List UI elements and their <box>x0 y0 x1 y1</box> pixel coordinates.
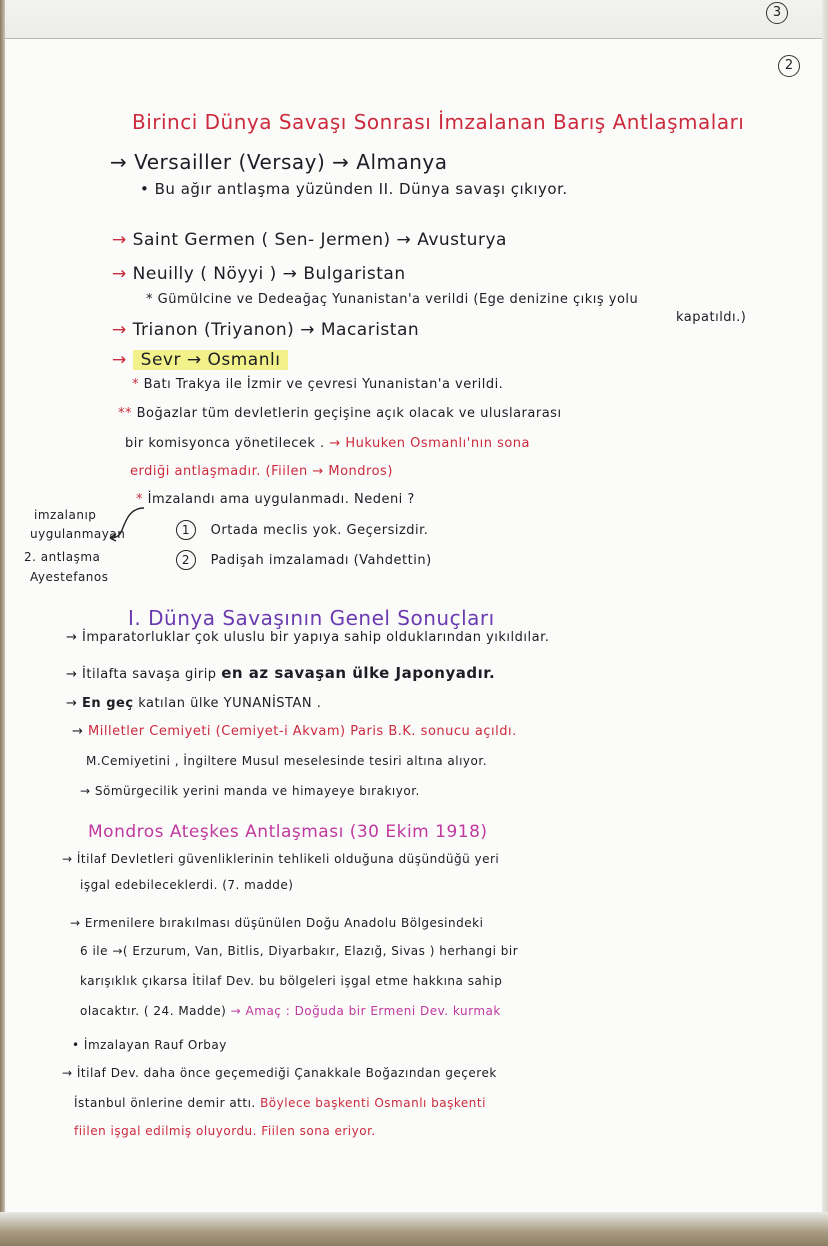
bullet-icon: • <box>140 180 150 198</box>
line-sevr-note4: erdiği antlaşmadır. (Fiilen → Mondros) <box>130 464 393 479</box>
table-surface <box>0 1212 828 1246</box>
notebook-right-edge <box>822 0 828 1246</box>
arrow-icon: → <box>112 264 127 284</box>
star-bullet-icon: * <box>146 292 153 307</box>
arrow-icon: → <box>70 916 81 930</box>
line-empires: → İmparatorluklar çok uluslu bir yapıya sahip olduklarından yıkıldılar. <box>66 630 550 645</box>
margin-note-1: imzalanıp <box>34 508 97 522</box>
line-mondros-10: fiilen işgal edilmiş oluyordu. Fiilen sona eriyor. <box>74 1124 376 1138</box>
notebook-left-edge <box>0 0 5 1246</box>
margin-note-4: Ayestefanos <box>30 570 109 584</box>
number-circle: 1 <box>176 520 196 540</box>
curved-arrow-icon <box>108 506 148 542</box>
line-mondros-8: → İtilaf Dev. daha önce geçemediği Çanakkale Boğazından geçerek <box>62 1066 497 1080</box>
previous-page-strip <box>0 0 828 39</box>
line-greece: → En geç katılan ülke YUNANİSTAN . <box>66 696 322 711</box>
line-neuilly-note-cont: kapatıldı.) <box>676 310 747 325</box>
page-number-previous: 3 <box>766 2 788 24</box>
line-neuilly-note: * Gümülcine ve Dedeağaç Yunanistan'a verildi (Ege denizine çıkış yolu <box>146 292 639 307</box>
arrow-icon: → <box>66 630 78 645</box>
line-trianon: → Trianon (Triyanon) → Macaristan <box>112 320 420 340</box>
line-sevr-note3: bir komisyonca yönetilecek . → Hukuken Osmanlı'nın sona <box>125 436 530 451</box>
arrow-icon: → <box>62 852 73 866</box>
line-league-note: M.Cemiyetini , İngiltere Musul meselesinde tesiri altına alıyor. <box>86 754 488 768</box>
line-mondros-5: karışıklık çıkarsa İtilaf Dev. bu bölgeleri işgal etme hakkına sahip <box>80 974 503 988</box>
line-mondros-4: 6 ile →( Erzurum, Van, Bitlis, Diyarbakır, Elazığ, Sivas ) herhangi bir <box>80 944 519 958</box>
number-circle: 2 <box>176 550 196 570</box>
arrow-icon: → <box>112 230 127 250</box>
line-sevr-note1: * Batı Trakya ile İzmir ve çevresi Yunanistan'a verildi. <box>132 377 504 392</box>
line-sevr-note2: ** Boğazlar tüm devletlerin geçişine açık olacak ve uluslararası <box>118 406 562 421</box>
arrow-icon: → <box>112 320 127 340</box>
line-colonialism: → Sömürgecilik yerini manda ve himayeye bırakıyor. <box>80 784 420 798</box>
line-japan: → İtilafta savaşa girip en az savaşan ülke Japonyadır. <box>66 664 496 682</box>
margin-note-2: uygulanmayan <box>30 527 126 541</box>
line-mondros-6: olacaktır. ( 24. Madde) → Amaç : Doğuda bir Ermeni Dev. kurmak <box>80 1004 501 1018</box>
margin-note-3: 2. antlaşma <box>24 550 101 564</box>
line-mondros-2: işgal edebileceklerdi. (7. madde) <box>80 878 294 892</box>
arrow-icon: → <box>66 667 78 682</box>
arrow-icon: → <box>62 1066 73 1080</box>
line-neuilly: → Neuilly ( Nöyyi ) → Bulgaristan <box>112 264 406 284</box>
line-mondros-1: → İtilaf Devletleri güvenliklerinin tehlikeli olduğuna düşündüğü yeri <box>62 852 500 866</box>
line-mondros-7: • İmzalayan Rauf Orbay <box>72 1038 227 1052</box>
arrow-icon: → <box>112 350 127 370</box>
page-number-current: 2 <box>778 55 800 77</box>
line-sevr-note5: * İmzalandı ama uygulanmadı. Nedeni ? <box>136 492 415 507</box>
arrow-icon: → <box>66 696 78 711</box>
star-bullet-icon: * <box>136 492 143 507</box>
section2-title: I. Dünya Savaşının Genel Sonuçları <box>128 606 495 630</box>
highlighted-text: Sevr → Osmanlı <box>133 350 289 370</box>
arrow-icon: → <box>110 150 128 174</box>
line-reason-1: 1 Ortada meclis yok. Geçersizdir. <box>176 520 428 540</box>
star-bullet-icon: ** <box>118 406 132 421</box>
line-mondros-3: → Ermenilere bırakılması düşünülen Doğu Anadolu Bölgesindeki <box>70 916 484 930</box>
line-league-of-nations: → Milletler Cemiyeti (Cemiyet-i Akvam) Paris B.K. sonucu açıldı. <box>72 724 517 739</box>
line-mondros-9: İstanbul önlerine demir attı. Böylece başkenti Osmanlı başkenti <box>74 1096 486 1110</box>
line-versailles-note: • Bu ağır antlaşma yüzünden II. Dünya savaşı çıkıyor. <box>140 180 568 198</box>
star-bullet-icon: * <box>132 377 139 392</box>
line-sevr <box>112 350 288 370</box>
line-saint-germain: → Saint Germen ( Sen- Jermen) → Avusturya <box>112 230 507 250</box>
arrow-icon: → <box>80 784 91 798</box>
section1-title: Birinci Dünya Savaşı Sonrası İmzalanan Barış Antlaşmaları <box>132 110 745 134</box>
arrow-icon: → <box>72 724 84 739</box>
bullet-icon: • <box>72 1038 80 1052</box>
line-reason-2: 2 Padişah imzalamadı (Vahdettin) <box>176 550 432 570</box>
line-versailles: → Versailler (Versay) → Almanya <box>110 150 448 174</box>
section3-title: Mondros Ateşkes Antlaşması (30 Ekim 1918) <box>88 822 488 842</box>
